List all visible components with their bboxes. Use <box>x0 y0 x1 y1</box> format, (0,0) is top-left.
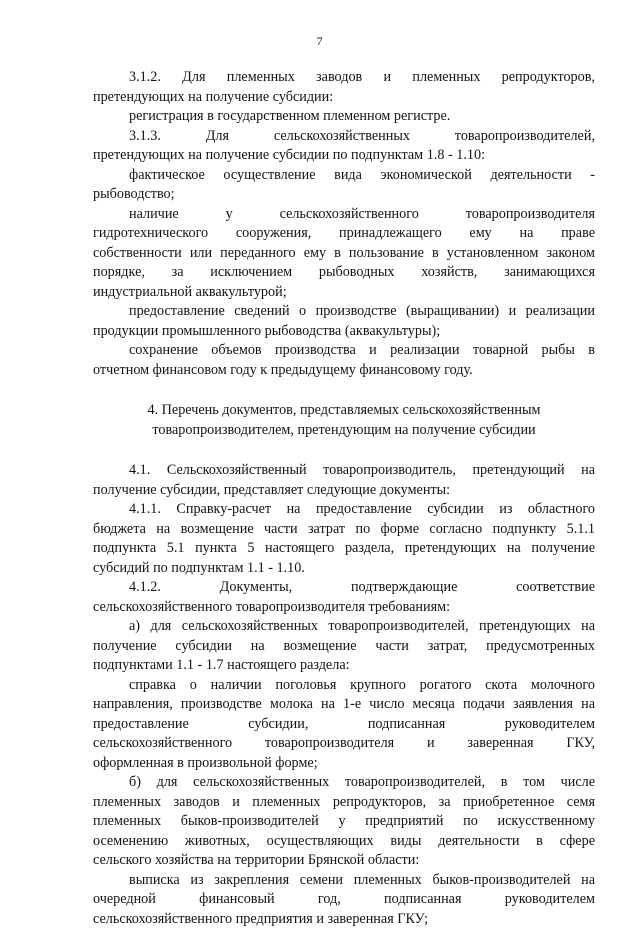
text-line: претендующих на получение субсидии: <box>93 88 595 108</box>
text-line: сельскохозяйственного товаропроизводителя требованиям: <box>93 598 595 618</box>
text-line: выписка из закрепления семени племенных быков-производителей на <box>93 871 595 891</box>
text-line: порядке, за исключением рыбоводных хозяйств, занимающихся <box>93 263 595 283</box>
text-line: племенных быков-производителей у предприятий по искусственному <box>93 812 595 832</box>
text-line: собственности или переданного ему в пользование в установленном законом <box>93 244 595 264</box>
text-line: 4.1.1. Справку-расчет на предоставление субсидии из областного <box>93 500 595 520</box>
text-line: справка о наличии поголовья крупного рогатого скота молочного <box>93 676 595 696</box>
text-line: подпунктами 1.1 - 1.7 настоящего раздела: <box>93 656 595 676</box>
text-line: 4.1. Сельскохозяйственный товаропроизводитель, претендующий на <box>93 461 595 481</box>
text-line: предоставление сведений о производстве (выращивании) и реализации <box>93 302 595 322</box>
text-line: очередной финансовый год, подписанная руководителем <box>93 890 595 910</box>
text-line: сельскохозяйственного предприятия и заверенная ГКУ; <box>93 910 595 929</box>
text-line: сохранение объемов производства и реализации товарной рыбы в <box>93 341 595 361</box>
text-line: продукции промышленного рыбоводства (аквакультуры); <box>93 322 595 342</box>
text-line: сельскохозяйственного товаропроизводителя и заверенная ГКУ, <box>93 734 595 754</box>
text-line: подпункта 5.1 пункта 5 настоящего раздела, претендующих на получение <box>93 539 595 559</box>
text-line: претендующих на получение субсидии по подпунктам 1.8 - 1.10: <box>93 146 595 166</box>
text-line: оформленная в произвольной форме; <box>93 754 595 774</box>
text-line: субсидий по подпунктам 1.1 - 1.10. <box>93 559 595 579</box>
text-line: 3.1.2. Для племенных заводов и племенных репродукторов, <box>93 68 595 88</box>
text-line: 3.1.3. Для сельскохозяйственных товаропроизводителей, <box>93 127 595 147</box>
text-line: регистрация в государственном племенном регистре. <box>93 107 595 127</box>
text-line: направления, производстве молока на 1-е число месяца подачи заявления на <box>93 695 595 715</box>
text-line: фактическое осуществление вида экономической деятельности - <box>93 166 595 186</box>
text-line: сельского хозяйства на территории Брянской области: <box>93 851 595 871</box>
text-line: получение субсидии, представляет следующие документы: <box>93 481 595 501</box>
text-line: 4.1.2. Документы, подтверждающие соответствие <box>93 578 595 598</box>
page-number: 7 <box>0 34 639 49</box>
text-line: предоставление субсидии, подписанная руководителем <box>93 715 595 735</box>
heading-line: 4. Перечень документов, представляемых сельскохозяйственным <box>93 401 595 421</box>
text-line: наличие у сельскохозяйственного товаропроизводителя <box>93 205 595 225</box>
section-heading <box>93 401 595 440</box>
text-line: б) для сельскохозяйственных товаропроизводителей, в том числе <box>93 773 595 793</box>
text-line: отчетном финансовом году к предыдущему финансовому году. <box>93 361 595 381</box>
document-body <box>93 68 595 929</box>
text-line: гидротехнического сооружения, принадлежащего ему на праве <box>93 224 595 244</box>
text-line: осеменению животных, осуществляющих виды деятельности в сфере <box>93 832 595 852</box>
text-line: получение субсидии на возмещение части затрат, предусмотренных <box>93 637 595 657</box>
text-line: рыбоводство; <box>93 185 595 205</box>
text-line: а) для сельскохозяйственных товаропроизводителей, претендующих на <box>93 617 595 637</box>
text-line: бюджета на возмещение части затрат по форме согласно подпункту 5.1.1 <box>93 520 595 540</box>
text-line: индустриальной аквакультурой; <box>93 283 595 303</box>
heading-line: товаропроизводителем, претендующим на получение субсидии <box>93 421 595 441</box>
text-line: племенных заводов и племенных репродукторов, за приобретенное семя <box>93 793 595 813</box>
